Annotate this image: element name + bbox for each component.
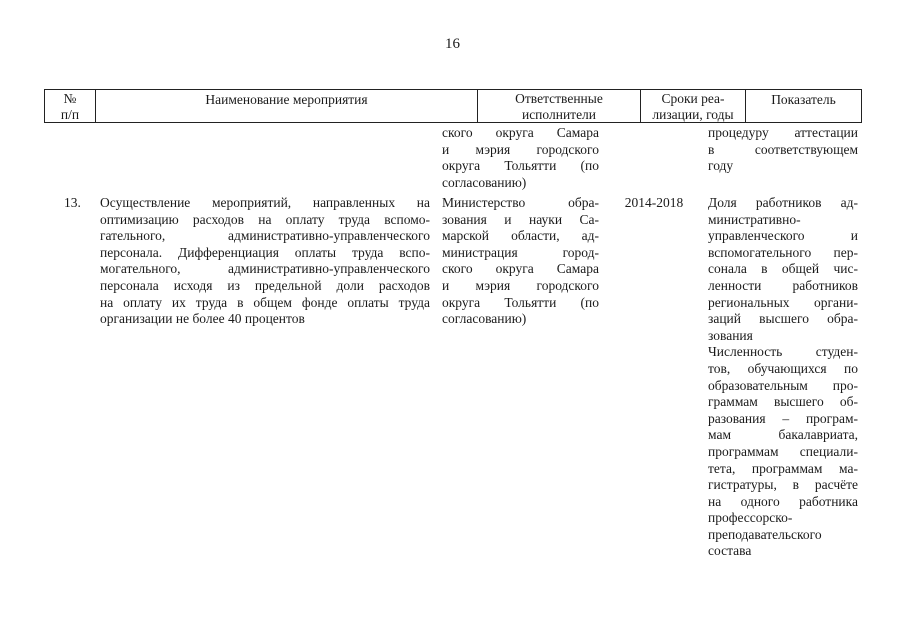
measure-indicator xyxy=(708,195,858,560)
text-line: образовательным про- xyxy=(708,377,858,393)
text-line: зования xyxy=(708,327,753,343)
text-line: тов, обучающихся по xyxy=(708,360,858,376)
text-line: оптимизацию расходов на оплату труда вспомо- xyxy=(100,211,430,227)
text-line: согласованию) xyxy=(442,174,527,190)
text-line: мам бакалавриата, xyxy=(708,427,858,443)
text-line: в соответствующем xyxy=(708,141,858,157)
text-line: Численность студен- xyxy=(708,344,858,360)
text-line: на одного работника xyxy=(708,493,858,509)
text-line: гистратуры, в расчёте xyxy=(708,477,858,493)
measures-table xyxy=(44,89,862,559)
text-line: марской области, ад- xyxy=(442,228,599,244)
measure-executors xyxy=(442,195,599,328)
text-line: организации не более 40 процентов xyxy=(100,311,305,327)
page-number: 16 xyxy=(445,36,460,52)
continuation-executors xyxy=(442,125,599,191)
header-num-line-1: № xyxy=(63,91,77,106)
text-line: могательного, административно-управленческого xyxy=(100,261,430,277)
text-line: преподавательского xyxy=(708,526,822,542)
text-line: зования и науки Са- xyxy=(442,211,599,227)
text-line: региональных органи- xyxy=(708,294,858,310)
text-line: министративно- xyxy=(708,211,801,227)
header-terms xyxy=(641,90,745,122)
text-line: персонала. Дифференциация оплаты труда вспо- xyxy=(100,244,430,260)
text-line: разования – програм- xyxy=(708,410,858,426)
header-num-line-2: п/п xyxy=(60,107,80,122)
header-name: Наименование мероприятия xyxy=(205,92,368,107)
text-line: заций высшего обра- xyxy=(708,311,858,327)
text-line: на оплату их труда в общем фонде оплаты труда xyxy=(100,294,430,310)
text-line: округа Тольятти (по xyxy=(442,158,599,174)
header-executors-line-2: исполнители xyxy=(521,107,597,122)
text-line: управленческого и xyxy=(708,228,858,244)
text-line: ленности работников xyxy=(708,277,858,293)
table-header xyxy=(44,89,862,123)
text-line: и мэрия городского xyxy=(442,277,599,293)
header-terms-line-1: Сроки реа- xyxy=(661,91,725,106)
text-line: году xyxy=(708,158,734,174)
text-line: округа Тольятти (по xyxy=(442,294,599,310)
header-executors xyxy=(478,90,640,122)
header-terms-line-2: лизации, годы xyxy=(652,107,734,122)
measure-name xyxy=(100,195,430,328)
continuation-indicator xyxy=(708,125,858,175)
text-line: состава xyxy=(708,543,752,559)
text-line: профессорско- xyxy=(708,510,793,526)
text-line: гательного, административно-управленческого xyxy=(100,228,430,244)
text-line: согласованию) xyxy=(442,311,527,327)
header-indicator: Показатель xyxy=(771,92,836,107)
text-line: программам специали- xyxy=(708,443,858,459)
text-line: Доля работников ад- xyxy=(708,195,858,210)
text-line: ского округа Самара xyxy=(442,261,599,277)
text-line: Министерство обра- xyxy=(442,195,599,210)
text-line: министрация город- xyxy=(442,244,599,260)
header-num xyxy=(45,90,95,122)
measure-terms: 2014-2018 xyxy=(624,195,684,210)
text-line: и мэрия городского xyxy=(442,141,599,157)
text-line: тета, программам ма- xyxy=(708,460,858,476)
text-line: процедуру аттестации xyxy=(708,125,858,140)
text-line: ского округа Самара xyxy=(442,125,599,140)
text-line: сонала в общей чис- xyxy=(708,261,858,277)
text-line: Осуществление мероприятий, направленных на xyxy=(100,195,430,210)
text-line: персонала исходя из предельной доли расходов xyxy=(100,277,430,293)
text-line: граммам высшего об- xyxy=(708,394,858,410)
row-number: 13. xyxy=(64,195,81,210)
text-line: вспомогательного пер- xyxy=(708,244,858,260)
header-executors-line-1: Ответственные xyxy=(515,91,603,106)
